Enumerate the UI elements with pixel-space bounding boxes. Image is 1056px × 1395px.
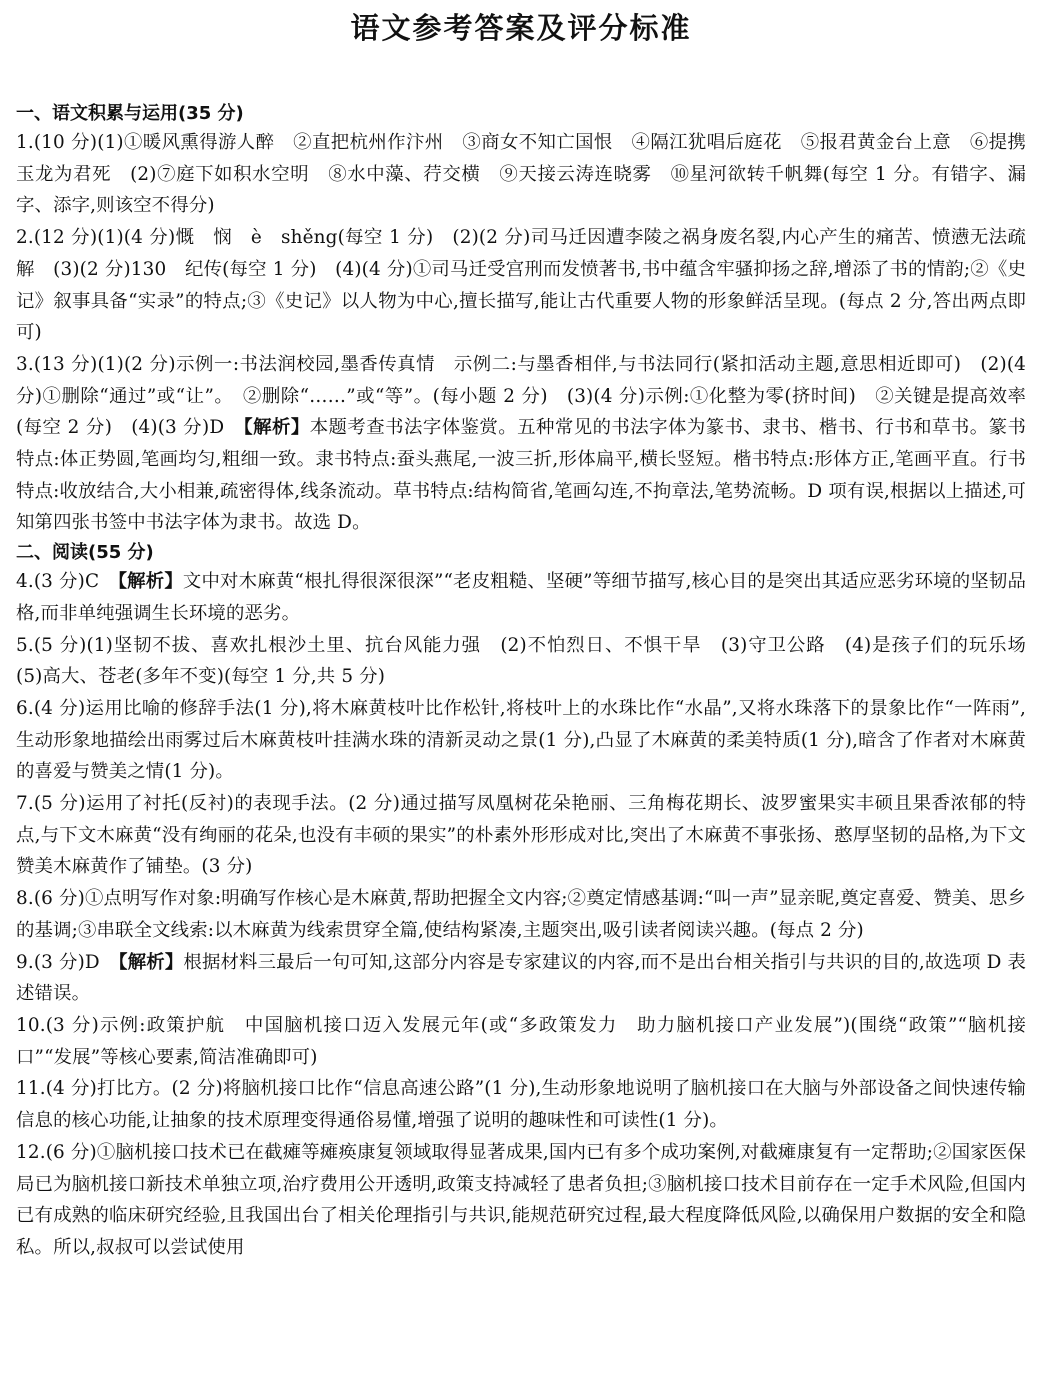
- section-heading: 一、语文积累与运用(35 分): [16, 103, 244, 124]
- analysis-text: 根据材料三最后一句可知,这部分内容是专家建议的内容,而不是出台相关指引与共识的目的,故选项 D 表述错误。: [16, 951, 1027, 1005]
- answer-item: [16, 693, 1026, 788]
- analysis-text: 本题考查书法字体鉴赏。五种常见的书法字体为篆书、隶书、楷书、行书和草书。篆书特点:体正势圆,笔画均匀,粗细一致。隶书特点:蚕头燕尾,一波三折,形体扁平,横长竖短。楷书特点:形体方正,笔画平直。行书特点:收放结合,大小相兼,疏密得体,线条流动。草书特点:结构简省,笔画勾连,不拘章法,笔势流畅。D 项有误,根据以上描述,可知第四张书签中书法字体为隶书。故选 D。: [16, 417, 1026, 534]
- answer-text: 6.(4 分)运用比喻的修辞手法(1 分),将木麻黄枝叶比作松针,将枝叶上的水珠比作“水晶”,又将水珠落下的景象比作“一阵雨”,生动形象地描绘出雨雾过后木麻黄枝叶挂满水珠的清新灵动之景(1 分),凸显了木麻黄的柔美特质(1 分),暗含了作者对木麻黄的喜爱与赞美之情(1 分)。: [16, 697, 1026, 783]
- answer-item: [16, 788, 1026, 883]
- answer-text: 12.(6 分)①脑机接口技术已在截瘫等瘫痪康复领域取得显著成果,国内已有多个成功案例,对截瘫康复有一定帮助;②国家医保局已为脑机接口新技术单独立项,治疗费用公开透明,政策支持减轻了患者负担;③脑机接口技术目前存在一定手术风险,但国内已有成熟的临床研究经验,且我国出台了相关伦理指引与共识,能规范研究过程,最大程度降低风险,以确保用户数据的安全和隐私。所以,叔叔可以尝试使用: [16, 1141, 1026, 1258]
- answer-text: 8.(6 分)①点明写作对象:明确写作核心是木麻黄,帮助把握全文内容;②奠定情感基调:“叫一声”显亲昵,奠定喜爱、赞美、思乡的基调;③串联全文线索:以木麻黄为线索贯穿全篇,使结构紧凑,主题突出,吸引读者阅读兴趣。(每点 2 分): [16, 888, 1026, 941]
- section-heading: 二、阅读(55 分): [16, 542, 154, 564]
- answer-text: 9.(3 分)D: [16, 951, 119, 973]
- answer-item: [16, 127, 1026, 222]
- answer-item: [16, 1073, 1026, 1136]
- answer-text: 2.(12 分)(1)(4 分)慨 悯 è shěng(每空 1 分) (2)(2 分)司马迁因遭李陵之祸身废名裂,内心产生的痛苦、愤懑无法疏解 (3)(2 分)130 纪传(每空 1 分) (4)(4 分)①司马迁受宫刑而发愤著书,书中蕴含牢骚抑扬之辞,增添了书的情韵;②《史记》叙事具备“实录”的特点;③《史记》以人物为中心,擅长描写,能让古代重要人物的形象鲜活呈现。(每点 2 分,答出两点即可): [16, 227, 1026, 344]
- answer-content: [16, 100, 1045, 1264]
- answer-item: [16, 1010, 1026, 1073]
- answer-text: 5.(5 分)(1)坚韧不拔、喜欢扎根沙土里、抗台风能力强 (2)不怕烈日、不惧干旱 (3)守卫公路 (4)是孩子们的玩乐场 (5)高大、苍老(多年不变)(每空 1 分,共 5 分): [16, 634, 1045, 688]
- answer-item: [16, 883, 1026, 946]
- answer-item: [16, 1137, 1026, 1264]
- answer-item: [16, 222, 1026, 349]
- analysis-text: 文中对木麻黄“根扎得很深很深”“老皮粗糙、坚硬”等细节描写,核心目的是突出其适应恶劣环境的坚韧品格,而非单纯强调生长环境的恶劣。: [16, 571, 1026, 624]
- answer-text: 1.(10 分)(1)①暖风熏得游人醉 ②直把杭州作汴州 ③商女不知亡国恨 ④隔江犹唱后庭花 ⑤报君黄金台上意 ⑥提携玉龙为君死 (2)⑦庭下如积水空明 ⑧水中藻、荇交横 ⑨天接云涛连晓雾 ⑩星河欲转千帆舞(每空 1 分。有错字、漏字、添字,则该空不得分): [16, 132, 1026, 217]
- page-title: 语文参考答案及评分标准: [350, 11, 692, 45]
- analysis-tag: 【解析】: [243, 417, 310, 439]
- answer-item: [16, 630, 1045, 693]
- answer-text: 3.(13 分)(1)(2 分)示例一:书法润校园,墨香传真情 示例二:与墨香相伴,与书法同行(紧扣活动主题,意思相近即可) (2)(4 分)①删除“通过”或“让”。 ②删除“……”或“等”。(每小题 2 分) (3)(4 分)示例:①化整为零(挤时间) ②关键是提高效率(每空 2 分) (4)(3 分)D: [16, 353, 1026, 439]
- analysis-tag: 【解析】: [118, 951, 184, 973]
- answer-item: [16, 349, 1026, 539]
- answer-item: [16, 566, 1026, 629]
- answer-text: 11.(4 分)打比方。(2 分)将脑机接口比作“信息高速公路”(1 分),生动形象地说明了脑机接口在大脑与外部设备之间快速传输信息的核心功能,让抽象的技术原理变得通俗易懂,增强了说明的趣味性和可读性(1 分)。: [16, 1078, 1026, 1132]
- analysis-tag: 【解析】: [117, 571, 183, 593]
- answer-item: [16, 947, 1026, 1010]
- answer-text: 4.(3 分)C: [16, 571, 118, 593]
- answer-text: 7.(5 分)运用了衬托(反衬)的表现手法。(2 分)通过描写凤凰树花朵艳丽、三角梅花期长、波罗蜜果实丰硕且果香浓郁的特点,与下文木麻黄“没有绚丽的花朵,也没有丰硕的果实”的朴素外形形成对比,突出了木麻黄不事张扬、憨厚坚韧的品格,为下文赞美木麻黄作了铺垫。(3 分): [16, 793, 1026, 878]
- answer-text: 10.(3 分)示例:政策护航 中国脑机接口迈入发展元年(或“多政策发力 助力脑机接口产业发展”)(围绕“政策”“脑机接口”“发展”等核心要素,简洁准确即可): [16, 1014, 1026, 1068]
